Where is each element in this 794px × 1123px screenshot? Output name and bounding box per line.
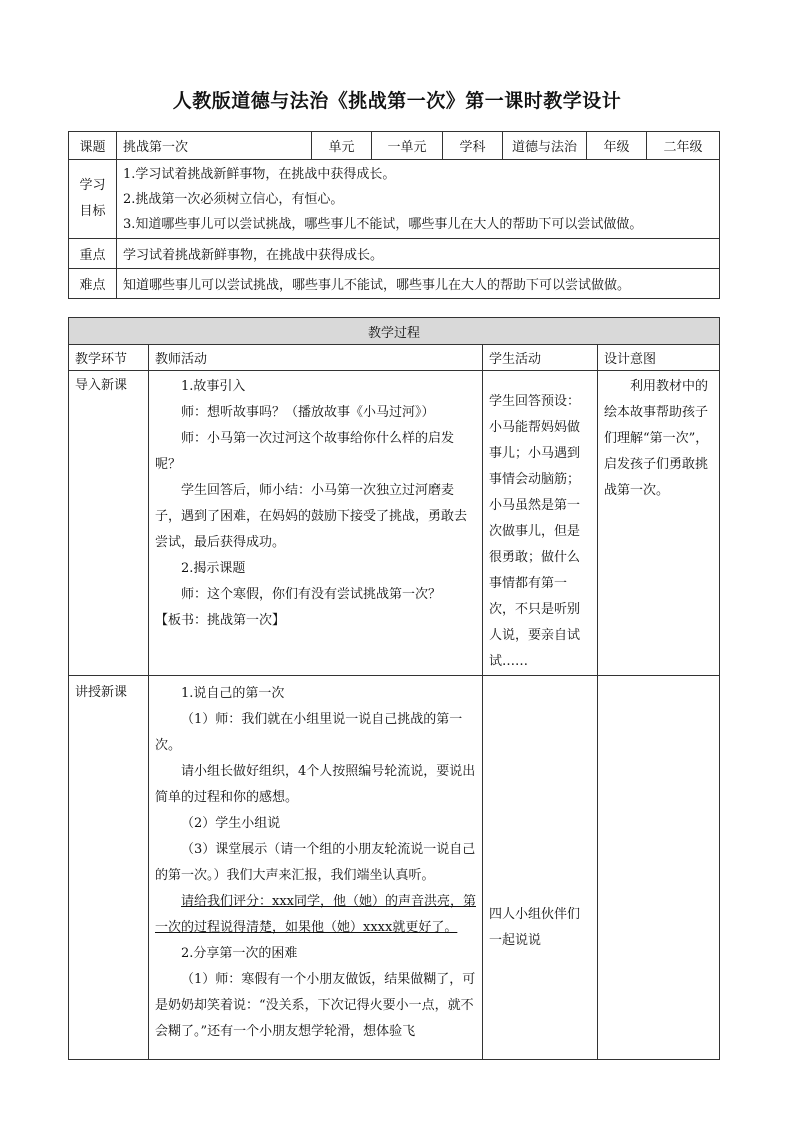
student-text: 学生回答预设：小马能帮妈妈做事儿；小马遇到事情会动脑筋；小马虽然是第一次做事儿，但是很勇敢；做什么事情都有第一次，不只是听别人说，要亲自试试…… [489,394,581,669]
teacher-line: 2.分享第一次的困难 [181,946,298,961]
grade-label: 年级 [587,132,647,160]
teacher-line: （2）学生小组说 [181,816,281,831]
teacher-line: （1）师：寒假有一个小朋友做饭，结果做糊了，可是奶奶却笑着说：“没关系，下次记得火要小一点，就不会糊了。”还有一个小朋友想学轮滑，想体验飞 [155,972,476,1039]
process-column-row [69,345,720,371]
unit-value: 一单元 [372,132,443,160]
teacher-line: 请小组长做好组织，4个人按照编号轮流说，要说出简单的过程和你的感想。 [155,764,476,805]
process-header-row [69,318,720,345]
student-text: 四人小组伙伴们一起说说 [489,907,581,948]
teacher-activity-intro [149,371,483,676]
grade-value: 二年级 [647,132,720,160]
teacher-line: 【板书：挑战第一次】 [155,613,286,628]
design-text: 利用教材中的绘本故事帮助孩子们理解“第一次”，启发孩子们勇敢挑战第一次。 [604,379,709,498]
column-design: 设计意图 [598,345,720,371]
teacher-line: 师：想听故事吗？（播放故事《小马过河》） [181,405,435,420]
teacher-line: 学生回答后，师小结：小马第一次独立过河磨麦子，遇到了困难，在妈妈的鼓励下接受了挑战，勇敢去尝试，最后获得成功。 [155,483,468,550]
info-row-goals [69,160,720,239]
teacher-line: 2.揭示课题 [181,561,246,576]
goals-label-line-2: 目标 [79,204,106,219]
teacher-line-underlined: 请给我们评分：xxx同学，他（她）的声音洪亮，第一次的过程说得清楚，如果他（她）xxxx就更好了。 [155,894,476,935]
topic-value: 挑战第一次 [117,132,312,160]
info-table [68,131,720,299]
goals-label [69,160,117,239]
teacher-line: 师：这个寒假，你们有没有尝试挑战第一次？ [181,587,442,602]
stage-row-intro [69,371,720,676]
difficulty-label: 难点 [69,269,117,299]
subject-label: 学科 [443,132,503,160]
teacher-line: 1.说自己的第一次 [181,686,285,701]
difficulty-value: 知道哪些事儿可以尝试挑战，哪些事儿不能试，哪些事儿在大人的帮助下可以尝试做做。 [117,269,720,299]
design-intent-new [598,676,720,1060]
info-row-basic [69,132,720,160]
column-stage: 教学环节 [69,345,149,371]
teacher-line: （1）师：我们就在小组里说一说自己挑战的第一次。 [155,712,463,753]
goal-item: 2.挑战第一次必须树立信心，有恒心。 [123,191,344,207]
info-row-key [69,239,720,269]
goal-item: 3.知道哪些事儿可以尝试挑战，哪些事儿不能试，哪些事儿在大人的帮助下可以尝试做做。 [123,216,643,232]
stage-name-new: 讲授新课 [69,676,149,1060]
info-row-difficulty [69,269,720,299]
unit-label: 单元 [312,132,372,160]
design-intent-intro [598,371,720,676]
subject-value: 道德与法治 [503,132,587,160]
teacher-line: 师：小马第一次过河这个故事给你什么样的启发呢？ [155,431,455,472]
teacher-activity-new [149,676,483,1060]
topic-label: 课题 [69,132,117,160]
process-table [68,317,720,1060]
teacher-line: （3）课堂展示（请一个组的小朋友轮流说一说自己的第一次。）我们大声来汇报，我们端坐认真听。 [155,842,476,883]
key-label: 重点 [69,239,117,269]
teacher-line: 1.故事引入 [181,379,246,394]
student-activity-new [483,676,598,1060]
goals-label-line-1: 学习 [79,178,106,193]
student-activity-intro [483,371,598,676]
process-header: 教学过程 [69,318,720,345]
stage-name-intro: 导入新课 [69,371,149,676]
key-value: 学习试着挑战新鲜事物，在挑战中获得成长。 [117,239,720,269]
document-title: 人教版道德与法治《挑战第一次》第一课时教学设计 [172,90,622,112]
stage-row-new [69,676,720,1060]
column-teacher: 教师活动 [149,345,483,371]
goal-item: 1.学习试着挑战新鲜事物，在挑战中获得成长。 [123,166,396,182]
column-student: 学生活动 [483,345,598,371]
goals-list [117,160,720,239]
